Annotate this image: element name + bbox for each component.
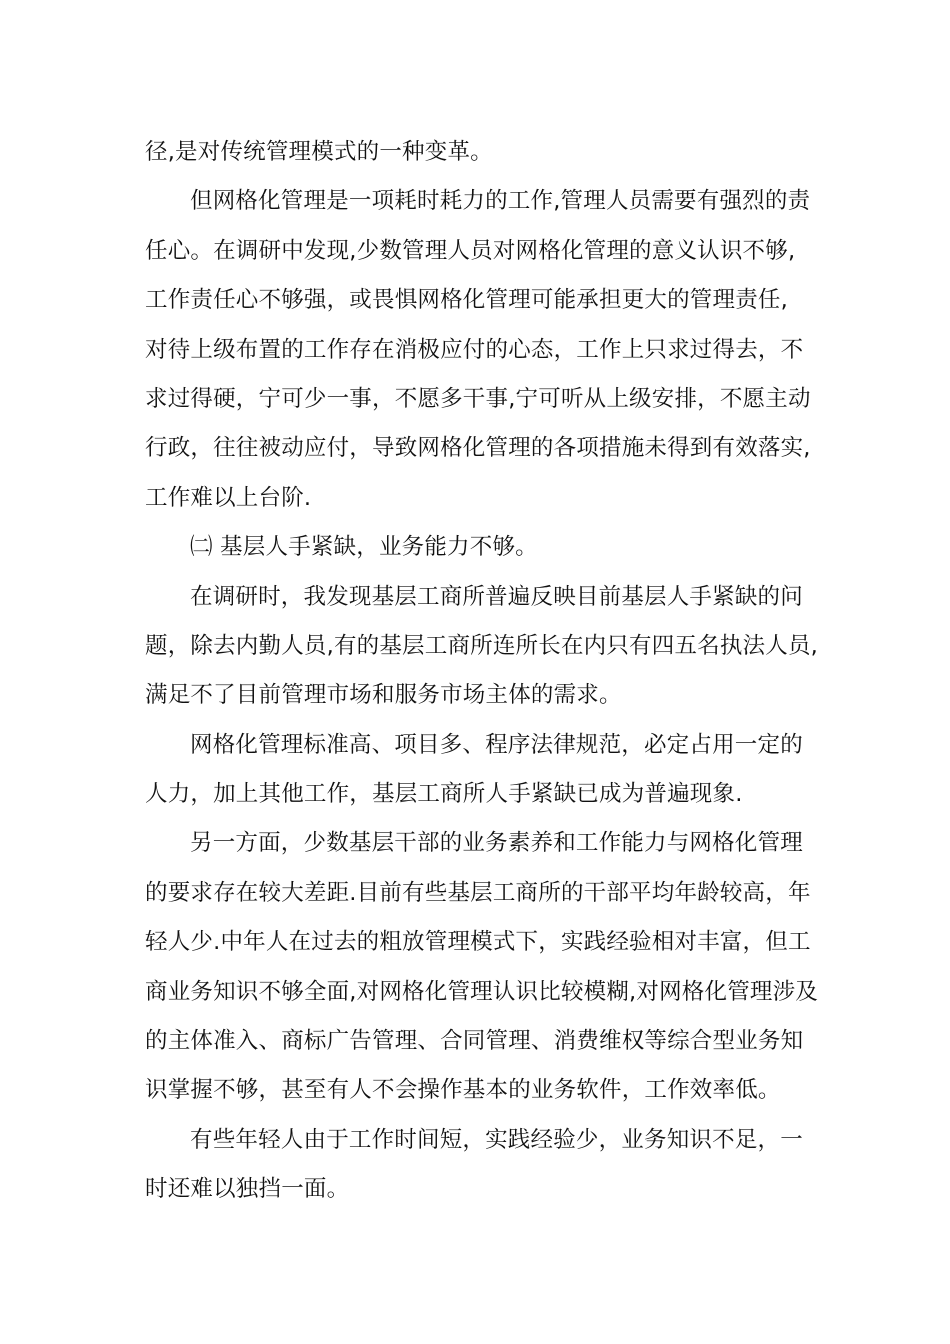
text-line: 时还难以独挡一面。 <box>145 1176 350 1203</box>
text-line: 径,是对传统管理模式的一种变革。 <box>145 139 493 165</box>
text-line: 行政，往往被动应付，导致网格化管理的各项措施未得到有效落实, <box>145 435 811 462</box>
text-line: 商业务知识不够全面,对网格化管理认识比较模糊,对网格化管理涉及 <box>145 978 819 1005</box>
text-line: 在调研时，我发现基层工商所普遍反映目前基层人手紧缺的问 <box>190 583 803 610</box>
text-line: 人力，加上其他工作，基层工商所人手紧缺已成为普遍现象. <box>145 781 743 808</box>
text-line: 的要求存在较大差距.目前有些基层工商所的干部平均年龄较高，年 <box>145 879 811 906</box>
text-line: 有些年轻人由于工作时间短，实践经验少，业务知识不足，一 <box>190 1126 803 1153</box>
text-line: 轻人少.中年人在过去的粗放管理模式下，实践经验相对丰富，但工 <box>145 929 811 956</box>
text-line: 对待上级布置的工作存在消极应付的心态，工作上只求过得去，不 <box>145 336 804 363</box>
text-line: 满足不了目前管理市场和服务市场主体的需求。 <box>145 682 622 709</box>
body-text <box>145 128 817 1215</box>
text-line: 任心。在调研中发现,少数管理人员对网格化管理的意义认识不够, <box>145 237 796 264</box>
text-line: 求过得硬，宁可少一事，不愿多干事,宁可听从上级安排，不愿主动 <box>145 385 811 412</box>
text-line: 网格化管理标准高、项目多、程序法律规范，必定占用一定的 <box>190 731 803 758</box>
text-line: 工作责任心不够强，或畏惧网格化管理可能承担更大的管理责任, <box>145 287 788 314</box>
text-line: 的主体准入、商标广告管理、合同管理、消费维权等综合型业务知 <box>145 1028 804 1055</box>
text-line: 另一方面，少数基层干部的业务素养和工作能力与网格化管理 <box>190 830 803 857</box>
text-line: ㈡ 基层人手紧缺，业务能力不够。 <box>190 534 538 561</box>
text-line: 识掌握不够，甚至有人不会操作基本的业务软件，工作效率低。 <box>145 1077 781 1104</box>
text-line: 工作难以上台阶. <box>145 484 312 511</box>
text-line: 但网格化管理是一项耗时耗力的工作,管理人员需要有强烈的责 <box>190 188 811 215</box>
text-line: 题，除去内勤人员,有的基层工商所连所长在内只有四五名执法人员, <box>145 632 819 659</box>
